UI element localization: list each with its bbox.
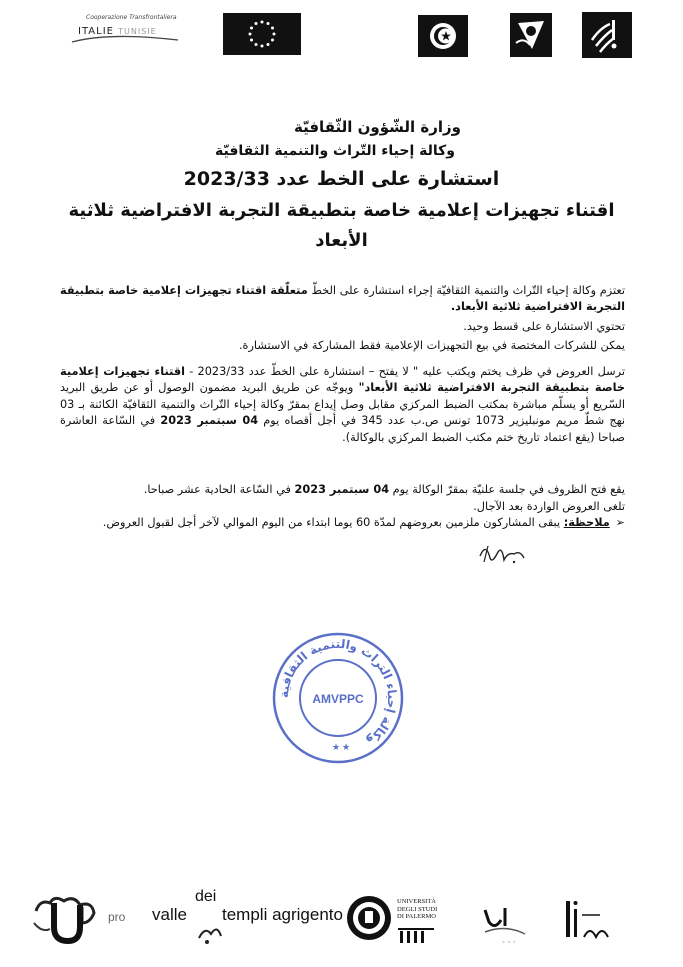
consultation-subject: اقتناء تجهيزات إعلامية خاصة بتطبيقة التجربة الافتراضية ثلاثية الأبعاد	[68, 200, 615, 251]
footer-pro-text: pro	[108, 910, 126, 924]
svg-text:★: ★	[332, 743, 341, 753]
right-partner-logo-icon	[560, 895, 620, 951]
svg-text:وكالة إحياء التراث والتنمية ال: وكالة إحياء التراث والتنمية الثقافية	[276, 636, 400, 749]
ministry-name: وزارة الشّؤون الثّقافيّة	[294, 118, 461, 136]
eu-flag-icon	[223, 13, 301, 55]
paragraph-eligibility: يمكن للشركات المختصة في بيع التجهيزات الإعلامية فقط المشاركة في الاستشارة.	[238, 339, 625, 352]
paragraph-lot: تحتوي الاستشارة على قسط وحيد.	[463, 320, 625, 333]
consultation-title: استشارة على الخط عدد 2023/33	[183, 168, 500, 190]
unipa-name: UNIVERSITÀ DEGLI STUDI DI PALERMO	[397, 898, 438, 920]
tunisia-flag-icon	[418, 15, 468, 57]
signature-mark	[470, 534, 550, 574]
svg-text:◦ ◦ ◦: ◦ ◦ ◦	[501, 939, 517, 946]
footer-templi-text: templi agrigento	[222, 905, 343, 924]
agency-stamp	[270, 630, 406, 766]
italie-tunisie-logo	[70, 14, 180, 46]
temple-decor-icon	[195, 920, 225, 946]
paragraph-intro: تعتزم وكالة إحياء التّراث والتنمية الثقافيّة إجراء استشارة على الخطّ متعلّقة اقتناء تجهيزات إعلامية خاصة بتطبيقة التجربة الافتراضية ثلاثية الأبعاد.	[60, 284, 626, 313]
footer-valle-text: valle	[152, 905, 187, 924]
paragraph-submission: ترسل العروض في ظرف يختم ويكتب عليه " لا يفتح – استشارة على الخطّ عدد 2023/33 - اقتناء تجهيزات إعلامية خاصة بتطبيقة التجربة الافتراضية ثلاثية الأبعاد" ويوجّه عن طريق البريد مضمون الوصول أو عن طريق البريد السّريع أو يسلّم مباشرة بمكتب الضبط المركزي مقابل وصل إيداع بمقرّ وكالة إحياء التّراث والتنمية الثقافيّة الكائنة بـ 03 نهج شطّ مريم مونبليزير 1073 تونس ص.ب عدد 345 في أجل أقصاه يوم 04 سبتمبر 2023 في السّاعة العاشرة صباحا (يقع اعتماد تاريخ ختم مكتب الضبط المركزي بالوكالة).	[60, 365, 626, 444]
italie-swoosh-icon	[70, 34, 180, 44]
italie-logo-title: ITALIE TUNISIE	[78, 26, 157, 37]
paragraph-late-offers: تلغى العروض الواردة بعد الآجال.	[473, 500, 625, 513]
footer-dei-text: dei	[195, 888, 217, 905]
paragraph-opening: يقع فتح الظروف في جلسة علنيّة بمقرّ الوكالة يوم 04 سبتمبر 2023 في السّاعة الحادية عشر صباحا.	[143, 483, 625, 496]
unipa-seal-icon	[346, 893, 392, 943]
university-u-logo-icon	[30, 893, 100, 945]
note-arrow-icon: ➢	[615, 516, 625, 529]
sicily-trinacria-icon	[510, 13, 552, 57]
italie-logo-caption: Cooperazione Transfrontaliera	[86, 14, 177, 21]
svg-text:★: ★	[342, 743, 351, 753]
paragraph-note: ➢ملاحظة: يبقى المشاركون ملزمين بعروضهم لمدّة 60 يوما ابتداء من اليوم الموالي لآخر أجل لقبول العروض.	[102, 516, 625, 529]
stamp-center-text: AMVPPC	[312, 692, 364, 706]
wifi-signal-icon	[582, 12, 632, 58]
unipa-columns-icon	[398, 928, 434, 944]
arabic-agency-logo-icon	[475, 900, 545, 948]
agency-name: وكالة إحياء التّراث والتنمية الثقافيّة	[215, 143, 455, 159]
